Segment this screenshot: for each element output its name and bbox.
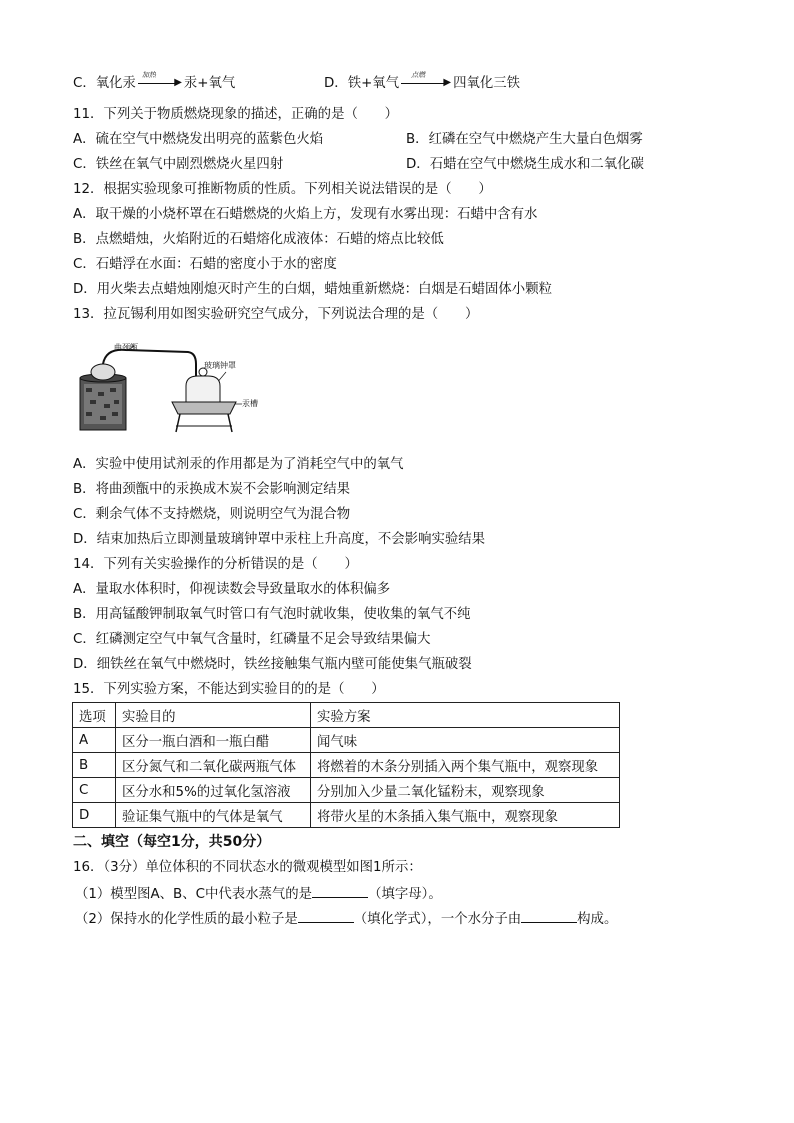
q15-stem: 15．下列实验方案，不能达到实验目的的是（ ）	[73, 682, 385, 697]
q14-stem: 14．下列有关实验操作的分析错误的是（ ）	[73, 557, 358, 572]
table-cell-plan: 将带火星的木条插入集气瓶中，观察现象	[311, 803, 620, 828]
q10-option-d-prefix: D．铁+氧气	[324, 76, 400, 91]
q16-part1	[75, 883, 442, 905]
table-cell-purpose: 区分氮气和二氧化碳两瓶气体	[116, 753, 311, 778]
figure-label-mercury-trough: 汞槽	[242, 399, 258, 408]
q13-option-a: A．实验中使用试剂汞的作用都是为了消耗空气中的氧气	[73, 457, 404, 472]
answer-blank[interactable]	[312, 883, 368, 898]
table-row	[73, 728, 620, 753]
q16-part1-hint: （填字母）。	[368, 887, 442, 902]
table-cell-purpose: 区分水和5%的过氧化氢溶液	[116, 778, 311, 803]
apparatus-drawing	[76, 342, 266, 434]
table-header-purpose: 实验目的	[116, 703, 311, 728]
q14-option-d: D．细铁丝在氧气中燃烧时，铁丝接触集气瓶内壁可能使集气瓶破裂	[73, 657, 472, 672]
table-cell-purpose: 区分一瓶白酒和一瓶白醋	[116, 728, 311, 753]
q11-option-c: C．铁丝在氧气中剧烈燃烧火星四射	[73, 157, 284, 172]
q14-option-a: A．量取水体积时，仰视读数会导致量取水的体积偏多	[73, 582, 391, 597]
table-cell-plan: 分别加入少量二氧化锰粉末，观察现象	[311, 778, 620, 803]
q16-part2-mid: （填化学式），一个水分子由	[353, 912, 522, 927]
table-cell-plan: 闻气味	[311, 728, 620, 753]
table-cell-option: B	[73, 753, 116, 778]
q10-option-c-prefix: C．氧化汞	[73, 76, 136, 91]
q13-option-c: C．剩余气体不支持燃烧，则说明空气为混合物	[73, 507, 351, 522]
q10-option-c	[73, 71, 236, 94]
table-cell-option: A	[73, 728, 116, 753]
q13-option-d: D．结束加热后立即测量玻璃钟罩中汞柱上升高度，不会影响实验结果	[73, 532, 486, 547]
answer-blank[interactable]	[521, 908, 577, 923]
q14-option-c: C．红磷测定空气中氧气含量时，红磷量不足会导致结果偏大	[73, 632, 431, 647]
reaction-arrow-icon: 点燃 ▶	[401, 77, 451, 89]
reaction-condition: 加热	[141, 71, 156, 79]
table-row	[73, 803, 620, 828]
q12-stem: 12．根据实验现象可推断物质的性质。下列相关说法错误的是（ ）	[73, 182, 492, 197]
q16-part2-end: 构成。	[577, 912, 618, 927]
table-cell-option: D	[73, 803, 116, 828]
q10-option-c-suffix: 汞+氧气	[183, 76, 236, 91]
q16-part2	[75, 908, 617, 930]
q11-stem: 11．下列关于物质燃烧现象的描述，正确的是（ ）	[73, 107, 399, 122]
table-header-option: 选项	[73, 703, 116, 728]
q16-part1-text: （1）模型图A、B、C中代表水蒸气的是	[75, 887, 313, 902]
table-row	[73, 753, 620, 778]
q12-option-a: A．取干燥的小烧杯罩在石蜡燃烧的火焰上方，发现有水雾出现：石蜡中含有水	[73, 207, 538, 222]
answer-blank[interactable]	[298, 908, 354, 923]
table-header-plan: 实验方案	[311, 703, 620, 728]
q13-stem: 13．拉瓦锡利用如图实验研究空气成分，下列说法合理的是（ ）	[73, 307, 479, 322]
reaction-condition: 点燃	[411, 71, 426, 79]
table-cell-plan: 将燃着的木条分别插入两个集气瓶中，观察现象	[311, 753, 620, 778]
q16-stem: 16．（3分）单位体积的不同状态水的微观模型如图1所示：	[73, 860, 422, 875]
q12-option-c: C．石蜡浮在水面：石蜡的密度小于水的密度	[73, 257, 337, 272]
q11-option-d: D．石蜡在空气中燃烧生成水和二氧化碳	[406, 157, 644, 172]
q11-option-a: A．硫在空气中燃烧发出明亮的蓝紫色火焰	[73, 132, 324, 147]
q12-option-d: D．用火柴去点蜡烛刚熄灭时产生的白烟，蜡烛重新燃烧：白烟是石蜡固体小颗粒	[73, 282, 552, 297]
q13-option-b: B．将曲颈甑中的汞换成木炭不会影响测定结果	[73, 482, 350, 497]
figure-label-bell-jar: 玻璃钟罩	[204, 361, 236, 370]
figure-label-retort: 曲颈甑	[114, 343, 138, 352]
table-cell-purpose: 验证集气瓶中的气体是氧气	[116, 803, 311, 828]
table-header-row	[73, 703, 620, 728]
section-title: 二、填空（每空1分，共50分）	[73, 834, 271, 850]
q10-option-d-suffix: 四氧化三铁	[453, 76, 521, 91]
q15-table	[72, 702, 620, 828]
table-cell-option: C	[73, 778, 116, 803]
q14-option-b: B．用高锰酸钾制取氧气时管口有气泡时就收集，使收集的氧气不纯	[73, 607, 471, 622]
table-row	[73, 778, 620, 803]
lavoisier-apparatus-figure	[76, 342, 266, 434]
q12-option-b: B．点燃蜡烛，火焰附近的石蜡熔化成液体：石蜡的熔点比较低	[73, 232, 444, 247]
q11-option-b: B．红磷在空气中燃烧产生大量白色烟雾	[406, 132, 643, 147]
reaction-arrow-icon: 加热 ▶	[138, 77, 182, 89]
q16-part2-text: （2）保持水的化学性质的最小粒子是	[75, 912, 298, 927]
q10-option-d	[324, 71, 521, 94]
